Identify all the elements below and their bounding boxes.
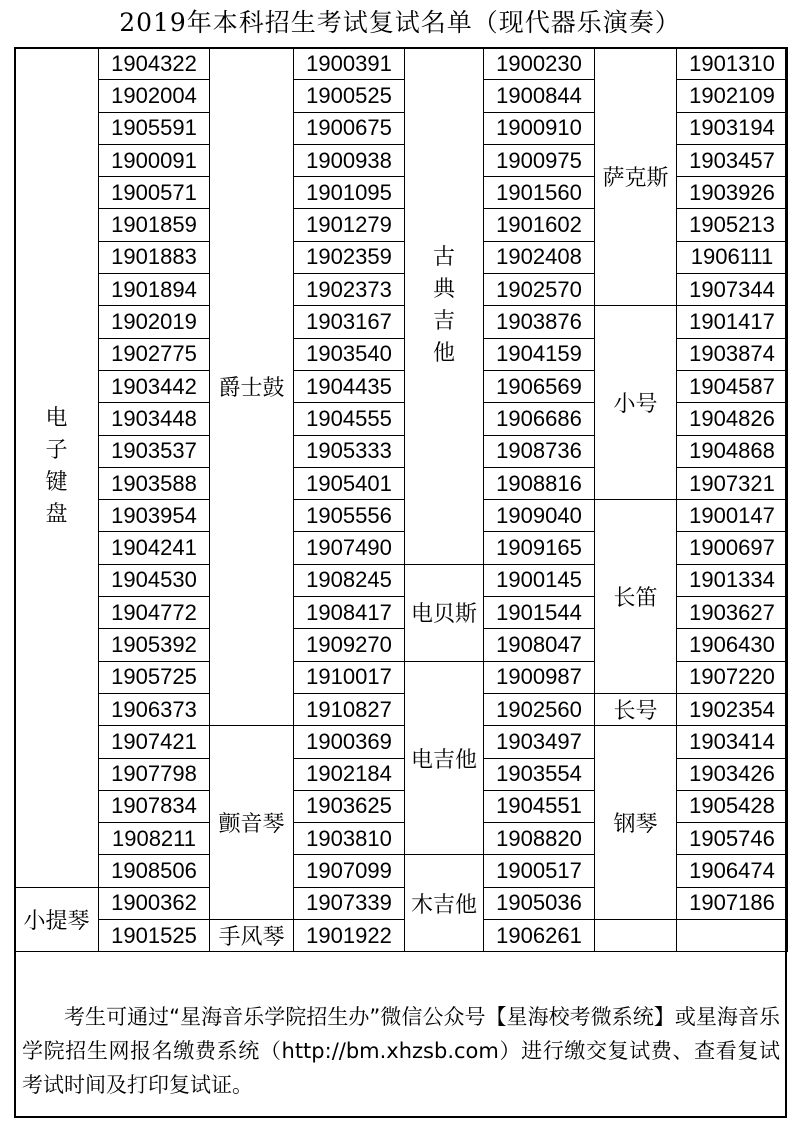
student-id-cell: 1905428 bbox=[677, 790, 788, 822]
category-text: 电贝斯 bbox=[410, 602, 477, 628]
category-label bbox=[595, 48, 677, 306]
category-text: 长号 bbox=[613, 699, 658, 725]
student-id-cell: 1900147 bbox=[677, 500, 788, 532]
table-row bbox=[15, 306, 788, 338]
student-id-cell: 1906261 bbox=[484, 920, 595, 952]
student-id-cell: 1908245 bbox=[294, 564, 405, 596]
student-id-cell: 1908816 bbox=[484, 467, 595, 499]
student-id-cell: 1901894 bbox=[99, 274, 210, 306]
student-id-cell: 1907421 bbox=[99, 726, 210, 758]
student-id-cell: 1908047 bbox=[484, 629, 595, 661]
category-text: 爵士鼓 bbox=[218, 376, 285, 402]
table-row bbox=[15, 500, 788, 532]
student-id-cell: 1903876 bbox=[484, 306, 595, 338]
student-id-cell: 1902408 bbox=[484, 241, 595, 273]
student-id-cell: 1905401 bbox=[294, 467, 405, 499]
category-text: 颤音琴 bbox=[218, 812, 285, 838]
student-id-cell: 1904826 bbox=[677, 403, 788, 435]
student-id-cell: 1904868 bbox=[677, 435, 788, 467]
student-id-cell: 1901334 bbox=[677, 564, 788, 596]
student-id-cell: 1903497 bbox=[484, 726, 595, 758]
page-title: 2019年本科招生考试复试名单（现代器乐演奏） bbox=[119, 8, 681, 37]
student-id-cell: 1900230 bbox=[484, 48, 595, 80]
student-id-cell: 1906111 bbox=[677, 241, 788, 273]
student-id-cell: 1904530 bbox=[99, 564, 210, 596]
student-id-cell: 1902373 bbox=[294, 274, 405, 306]
student-id-cell: 1909040 bbox=[484, 500, 595, 532]
table-row bbox=[15, 920, 788, 952]
category-label bbox=[210, 48, 294, 726]
student-id-cell: 1901859 bbox=[99, 209, 210, 241]
student-id-cell: 1900987 bbox=[484, 661, 595, 693]
student-id-cell: 1904435 bbox=[294, 370, 405, 402]
student-id-cell: 1909165 bbox=[484, 532, 595, 564]
student-id-cell: 1903554 bbox=[484, 758, 595, 790]
category-text: 电子键盘 bbox=[45, 406, 68, 528]
category-text: 古典吉他 bbox=[432, 244, 455, 366]
student-id-cell: 1906569 bbox=[484, 370, 595, 402]
student-id-cell: 1903810 bbox=[294, 823, 405, 855]
student-id-cell: 1906373 bbox=[99, 693, 210, 725]
student-id-cell: 1903457 bbox=[677, 144, 788, 176]
student-id-cell: 1908736 bbox=[484, 435, 595, 467]
category-label bbox=[210, 920, 294, 952]
student-id-cell: 1908211 bbox=[99, 823, 210, 855]
student-id-cell: 1901525 bbox=[99, 920, 210, 952]
student-id-cell: 1906686 bbox=[484, 403, 595, 435]
category-label bbox=[405, 564, 484, 661]
student-id-cell: 1904772 bbox=[99, 597, 210, 629]
student-id-cell: 1901417 bbox=[677, 306, 788, 338]
student-id-cell: 1903926 bbox=[677, 177, 788, 209]
student-id-cell: 1905392 bbox=[99, 629, 210, 661]
category-text: 电吉他 bbox=[410, 747, 477, 773]
student-id-cell: 1904555 bbox=[294, 403, 405, 435]
student-id-cell: 1900697 bbox=[677, 532, 788, 564]
student-id-cell: 1901922 bbox=[294, 920, 405, 952]
student-id-cell: 1910827 bbox=[294, 693, 405, 725]
student-id-cell: 1903167 bbox=[294, 306, 405, 338]
student-id-cell: 1907834 bbox=[99, 790, 210, 822]
student-id-cell: 1905333 bbox=[294, 435, 405, 467]
category-label bbox=[405, 48, 484, 565]
student-id-cell: 1903627 bbox=[677, 597, 788, 629]
student-id-cell: 1903874 bbox=[677, 338, 788, 370]
student-id-cell: 1903540 bbox=[294, 338, 405, 370]
student-id-cell: 1902019 bbox=[99, 306, 210, 338]
student-id-cell: 1905725 bbox=[99, 661, 210, 693]
student-id-cell: 1905746 bbox=[677, 823, 788, 855]
category-label bbox=[210, 726, 294, 920]
student-id-cell: 1903537 bbox=[99, 435, 210, 467]
student-id-cell: 1905591 bbox=[99, 112, 210, 144]
student-id-cell: 1900938 bbox=[294, 144, 405, 176]
empty-label-cell bbox=[595, 920, 677, 952]
student-id-cell: 1903448 bbox=[99, 403, 210, 435]
student-id-cell: 1900975 bbox=[484, 144, 595, 176]
student-id-cell: 1910017 bbox=[294, 661, 405, 693]
student-id-cell: 1905556 bbox=[294, 500, 405, 532]
category-text: 钢琴 bbox=[613, 812, 658, 838]
table-row bbox=[15, 48, 788, 80]
student-id-cell: 1901310 bbox=[677, 48, 788, 80]
student-id-cell: 1903625 bbox=[294, 790, 405, 822]
student-id-cell: 1906474 bbox=[677, 855, 788, 887]
student-id-cell: 1900844 bbox=[484, 80, 595, 112]
category-label bbox=[405, 661, 484, 855]
student-id-cell: 1902570 bbox=[484, 274, 595, 306]
student-id-cell: 1904322 bbox=[99, 48, 210, 80]
student-id-cell: 1900571 bbox=[99, 177, 210, 209]
student-id-cell: 1900910 bbox=[484, 112, 595, 144]
student-id-cell: 1903442 bbox=[99, 370, 210, 402]
student-id-cell: 1902560 bbox=[484, 693, 595, 725]
student-id-cell: 1903588 bbox=[99, 467, 210, 499]
student-id-cell: 1903414 bbox=[677, 726, 788, 758]
instruction-note: 考生可通过“星海音乐学院招生办”微信公众号【星海校考微系统】或星海音乐学院招生网报名缴费系统（http://bm.xhzsb.com）进行缴交复试费、查看复试考试时间及打印复试证。 bbox=[22, 1005, 780, 1097]
student-id-cell: 1900091 bbox=[99, 144, 210, 176]
student-id-cell: 1901602 bbox=[484, 209, 595, 241]
category-label bbox=[595, 726, 677, 920]
category-text: 萨克斯 bbox=[602, 166, 669, 192]
student-id-cell: 1905036 bbox=[484, 887, 595, 919]
student-id-cell: 1900525 bbox=[294, 80, 405, 112]
student-id-cell: 1907344 bbox=[677, 274, 788, 306]
category-label bbox=[405, 855, 484, 952]
student-id-cell: 1907490 bbox=[294, 532, 405, 564]
results-table bbox=[14, 47, 788, 952]
category-text: 小号 bbox=[613, 392, 658, 418]
student-id-cell: 1900145 bbox=[484, 564, 595, 596]
student-id-cell: 1905213 bbox=[677, 209, 788, 241]
student-id-cell: 1900675 bbox=[294, 112, 405, 144]
student-id-cell: 1901560 bbox=[484, 177, 595, 209]
category-text: 木吉他 bbox=[410, 892, 477, 918]
category-label bbox=[15, 48, 99, 888]
student-id-cell: 1908820 bbox=[484, 823, 595, 855]
student-id-cell: 1904587 bbox=[677, 370, 788, 402]
student-id-cell: 1902004 bbox=[99, 80, 210, 112]
category-text: 手风琴 bbox=[218, 925, 285, 951]
student-id-cell: 1901095 bbox=[294, 177, 405, 209]
student-id-cell: 1904159 bbox=[484, 338, 595, 370]
student-id-cell: 1907186 bbox=[677, 887, 788, 919]
student-id-cell: 1906430 bbox=[677, 629, 788, 661]
student-id-cell: 1904551 bbox=[484, 790, 595, 822]
student-id-cell bbox=[677, 920, 788, 952]
category-text: 小提琴 bbox=[23, 909, 90, 935]
student-id-cell: 1908506 bbox=[99, 855, 210, 887]
student-id-cell: 1902184 bbox=[294, 758, 405, 790]
student-id-cell: 1907321 bbox=[677, 467, 788, 499]
student-id-cell: 1907339 bbox=[294, 887, 405, 919]
student-id-cell: 1900517 bbox=[484, 855, 595, 887]
student-id-cell: 1904241 bbox=[99, 532, 210, 564]
table-row bbox=[15, 726, 788, 758]
category-label bbox=[595, 500, 677, 694]
category-label bbox=[595, 306, 677, 500]
student-id-cell: 1903954 bbox=[99, 500, 210, 532]
student-id-cell: 1902359 bbox=[294, 241, 405, 273]
student-id-cell: 1908417 bbox=[294, 597, 405, 629]
student-id-cell: 1901883 bbox=[99, 241, 210, 273]
student-id-cell: 1901544 bbox=[484, 597, 595, 629]
student-id-cell: 1907798 bbox=[99, 758, 210, 790]
category-text: 长笛 bbox=[613, 586, 658, 612]
category-label bbox=[595, 693, 677, 725]
student-id-cell: 1900362 bbox=[99, 887, 210, 919]
student-id-cell: 1901279 bbox=[294, 209, 405, 241]
student-id-cell: 1902775 bbox=[99, 338, 210, 370]
category-label bbox=[15, 887, 99, 952]
student-id-cell: 1903194 bbox=[677, 112, 788, 144]
table-row bbox=[15, 693, 788, 725]
student-id-cell: 1902109 bbox=[677, 80, 788, 112]
student-id-cell: 1903426 bbox=[677, 758, 788, 790]
student-id-cell: 1902354 bbox=[677, 693, 788, 725]
student-id-cell: 1900369 bbox=[294, 726, 405, 758]
student-id-cell: 1907220 bbox=[677, 661, 788, 693]
student-id-cell: 1900391 bbox=[294, 48, 405, 80]
student-id-cell: 1909270 bbox=[294, 629, 405, 661]
student-id-cell: 1907099 bbox=[294, 855, 405, 887]
